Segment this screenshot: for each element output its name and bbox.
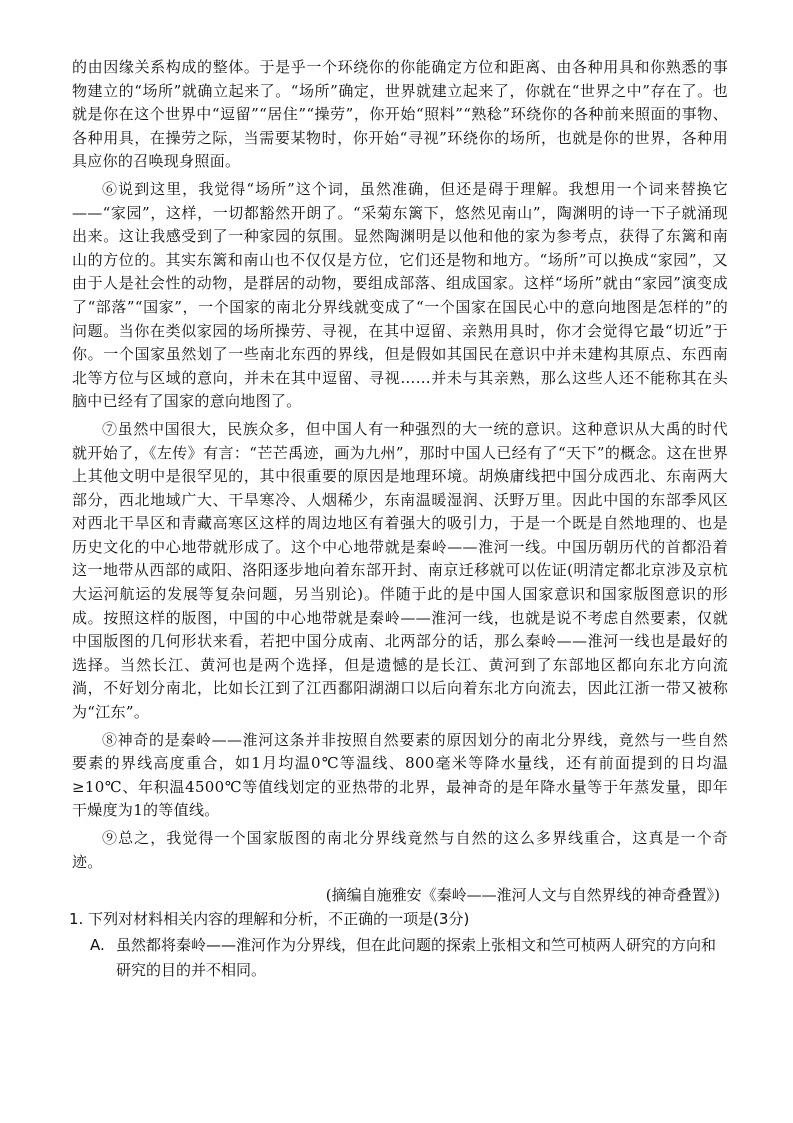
option-a (90, 933, 728, 983)
document-page (69, 56, 728, 983)
question-stem: 1. 下列对材料相关内容的理解和分析，不正确的一项是(3分) (69, 910, 470, 929)
article-paragraph-7: ⑦虽然中国很大，民族众多，但中国人有一种强烈的大一统的意识。这种意识从大禹的时代就开始了，《左传》有言：“芒芒禹迹，画为九州”，那时中国人已经有了“天下”的概念。这在世界上其他文明中是很罕见的，其中很重要的原因是地理环境。胡焕庸线把中国分成西北、东南两大部分，西北地域广大、干旱寒冷、人烟稀少，东南温暖湿润、沃野万里。因此中国的东部季风区对西北干旱区和青藏高寒区这样的周边地区有着强大的吸引力，于是一个既是自然地理的、也是历史文化的中心地带就形成了。这个中心地带就是秦岭——淮河一线。中国历朝历代的首都沿着这一地带从西部的咸阳、洛阳逐步地向着东部开封、南京迁移就可以佐证(明清定都北京涉及京杭大运河航运的发展等复杂问题，另当别论)。伴随于此的是中国人国家意识和国家版图意识的形成。按照这样的版图，中国的中心地带就是秦岭——淮河一线，也就是说不考虑自然要素，仅就中国版图的几何形状来看，若把中国分成南、北两部分的话，那么秦岭——淮河一线也是最好的选择。当然长江、黄河也是两个选择，但是遗憾的是长江、黄河到了东部地区都向东北方向流淌，不好划分南北，比如长江到了江西鄱阳湖湖口以后向着东北方向流去，因此江浙一带又被称为“江东”。 (72, 419, 728, 722)
option-a-text: 虽然都将秦岭——淮河作为分界线，但在此问题的探索上张相文和竺可桢两人研究的方向和研究的目的并不相同。 (116, 936, 717, 980)
article-paragraph-9: ⑨总之，我觉得一个国家版图的南北分界线竟然与自然的这么多界线重合，这真是一个奇迹。 (72, 829, 728, 871)
article-paragraph-continued: 的由因缘关系构成的整体。于是乎一个环绕你的你能确定方位和距离、由各种用具和你熟悉的事物建立的“场所”就确立起来了。“场所”确定，世界就建立起来了，你就在“世界之中”存在了。也就是你在这个世界中“逗留”“居住”“操劳”，你开始“照料”“熟稔”环绕你的各种前来照面的事物、各种用具，在操劳之际，当需要某物时，你开始“寻视”环绕你的场所，也就是你的世界，各种用具应你的召唤现身照面。 (72, 58, 728, 171)
option-a-letter: A. (90, 936, 105, 955)
article-paragraph-6: ⑥说到这里，我觉得“场所”这个词，虽然准确，但还是碍于理解。我想用一个词来替换它——“家园”，这样，一切都豁然开朗了。“采菊东篱下，悠然见南山”，陶渊明的诗一下子就涌现出来。这让我感受到了一种家园的氛围。显然陶渊明是以他和他的家为参考点，获得了东篱和南山的方位的。其实东篱和南山也不仅仅是方位，它们还是物和地方。“场所”可以换成“家园”，又由于人是社会性的动物，是群居的动物，要组成部落、组成国家。这样“场所”就由“家园”演变成了“部落”“国家”，一个国家的南北分界线就变成了“一个国家在国民心中的意向地图是怎样的”的问题。当你在类似家园的场所操劳、寻视，在其中逗留、亲熟用具时，你才会觉得它最“切近”于你。一个国家虽然划了一些南北东西的界线，但是假如其国民在意识中并未建构其原点、东西南北等方位与区域的意向，并未在其中逗留、寻视……并未与其亲熟，那么这些人还不能称其在头脑中已经有了国家的意向地图了。 (72, 179, 728, 411)
article-paragraph-8: ⑧神奇的是秦岭——淮河这条并非按照自然要素的原因划分的南北分界线，竟然与一些自然要素的界线高度重合，如1月均温0℃等温线、800毫米等降水量线，还有前面提到的日均温≥10℃、年积温4500℃等值线划定的亚热带的北界，最神奇的是年降水量等于年蒸发量，即年干燥度为1的等值线。 (72, 730, 728, 820)
article-source-citation: (摘编自施雅安《秦岭——淮河人文与自然界线的神奇叠置》) (325, 886, 720, 905)
